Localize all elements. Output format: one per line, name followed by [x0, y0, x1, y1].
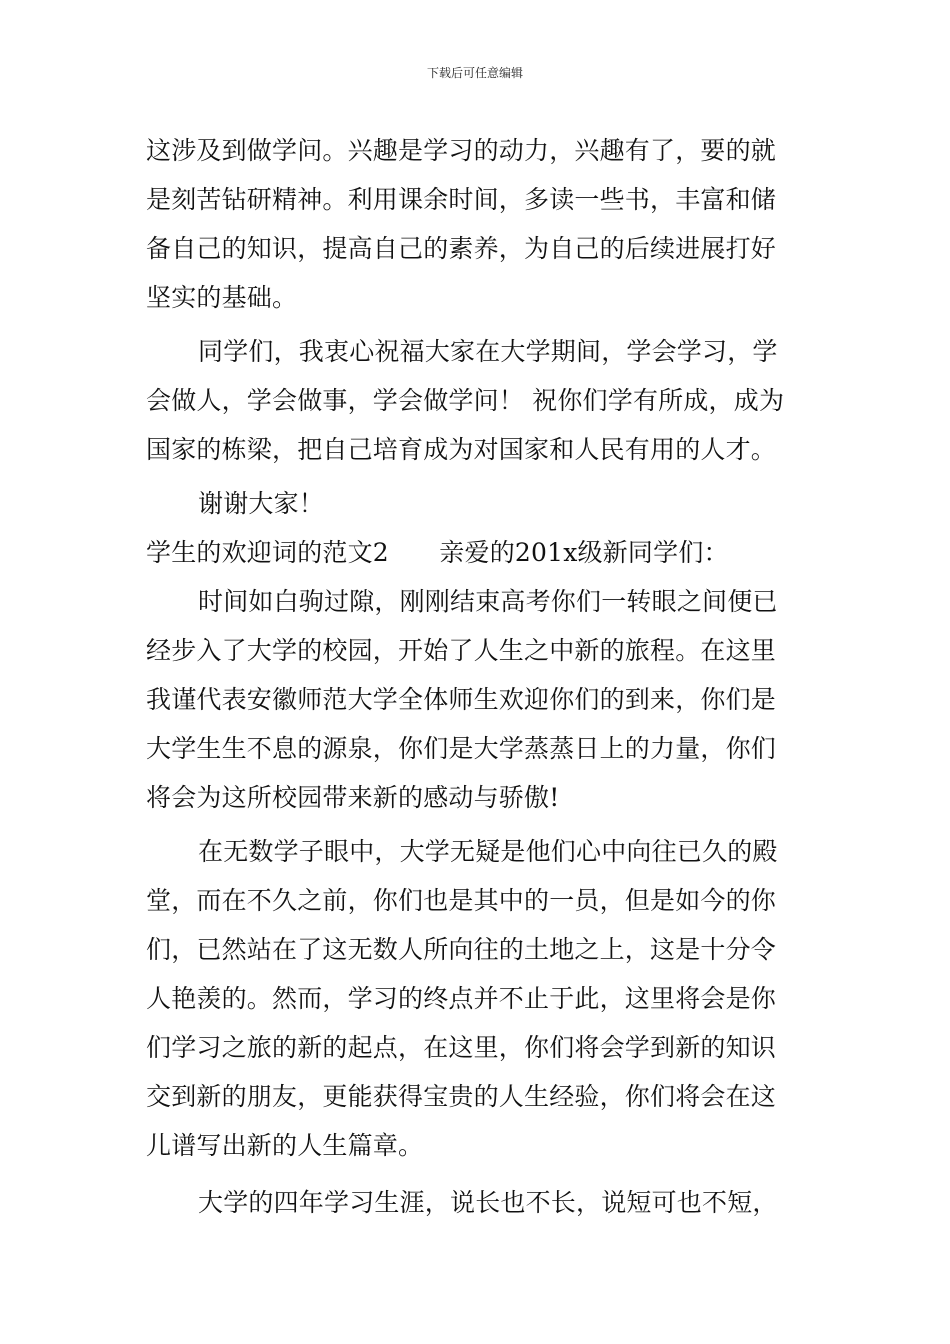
text-line: 学生的欢迎词的范文2 亲爱的201x级新同学们： — [146, 538, 729, 567]
paragraph-3 — [146, 479, 810, 528]
text-line: 时间如白驹过隙，刚刚结束高考你们一转眼之间便已 — [198, 587, 778, 616]
text-line: 在无数学子眼中，大学无疑是他们心中向往已久的殿 — [198, 837, 778, 866]
text-line: 这涉及到做学问。兴趣是学习的动力，兴趣有了，要的就 — [146, 136, 777, 165]
text-line: 们学习之旅的新的起点，在这里，你们将会学到新的知识 — [146, 1033, 777, 1062]
text-line: 会做人，学会做事，学会做学问！ 祝你们学有所成，成为 — [146, 386, 785, 415]
section-title-line — [146, 528, 810, 577]
text-line: 交到新的朋友，更能获得宝贵的人生经验，你们将会在这 — [146, 1082, 777, 1111]
paragraph-2 — [146, 327, 810, 474]
text-line: 们，已然站在了这无数人所向往的土地之上，这是十分令 — [146, 935, 777, 964]
page-header-note: 下载后可任意编辑 — [426, 66, 523, 80]
text-line: 经步入了大学的校园，开始了人生之中新的旅程。在这里 — [146, 636, 777, 665]
text-line: 我谨代表安徽师范大学全体师生欢迎你们的到来，你们是 — [146, 685, 777, 714]
text-line: 备自己的知识，提高自己的素养，为自己的后续进展打好 — [146, 234, 777, 263]
text-line: 大学生生不息的源泉，你们是大学蒸蒸日上的力量，你们 — [146, 734, 777, 763]
text-line: 大学的四年学习生涯，说长也不长，说短可也不短， — [198, 1188, 778, 1217]
text-line: 是刻苦钻研精神。利用课余时间，多读一些书，丰富和储 — [146, 185, 777, 214]
text-line: 人艳羡的。然而，学习的终点并不止于此，这里将会是你 — [146, 984, 777, 1013]
text-line: 堂，而在不久之前，你们也是其中的一员，但是如今的你 — [146, 886, 777, 915]
text-line: 坚实的基础。 — [146, 283, 298, 312]
paragraph-5 — [146, 827, 810, 1170]
text-line: 国家的栋梁，把自己培育成为对国家和人民有用的人才。 — [146, 435, 777, 464]
document-body — [146, 126, 810, 1227]
text-line: 同学们，我衷心祝福大家在大学期间，学会学习，学 — [198, 337, 778, 366]
text-line: 谢谢大家！ — [198, 489, 325, 518]
paragraph-1 — [146, 126, 810, 322]
text-line: 将会为这所校园带来新的感动与骄傲! — [146, 783, 560, 812]
paragraph-6 — [146, 1178, 810, 1227]
text-line: 儿谱写出新的人生篇章。 — [146, 1131, 424, 1160]
paragraph-4 — [146, 577, 810, 822]
